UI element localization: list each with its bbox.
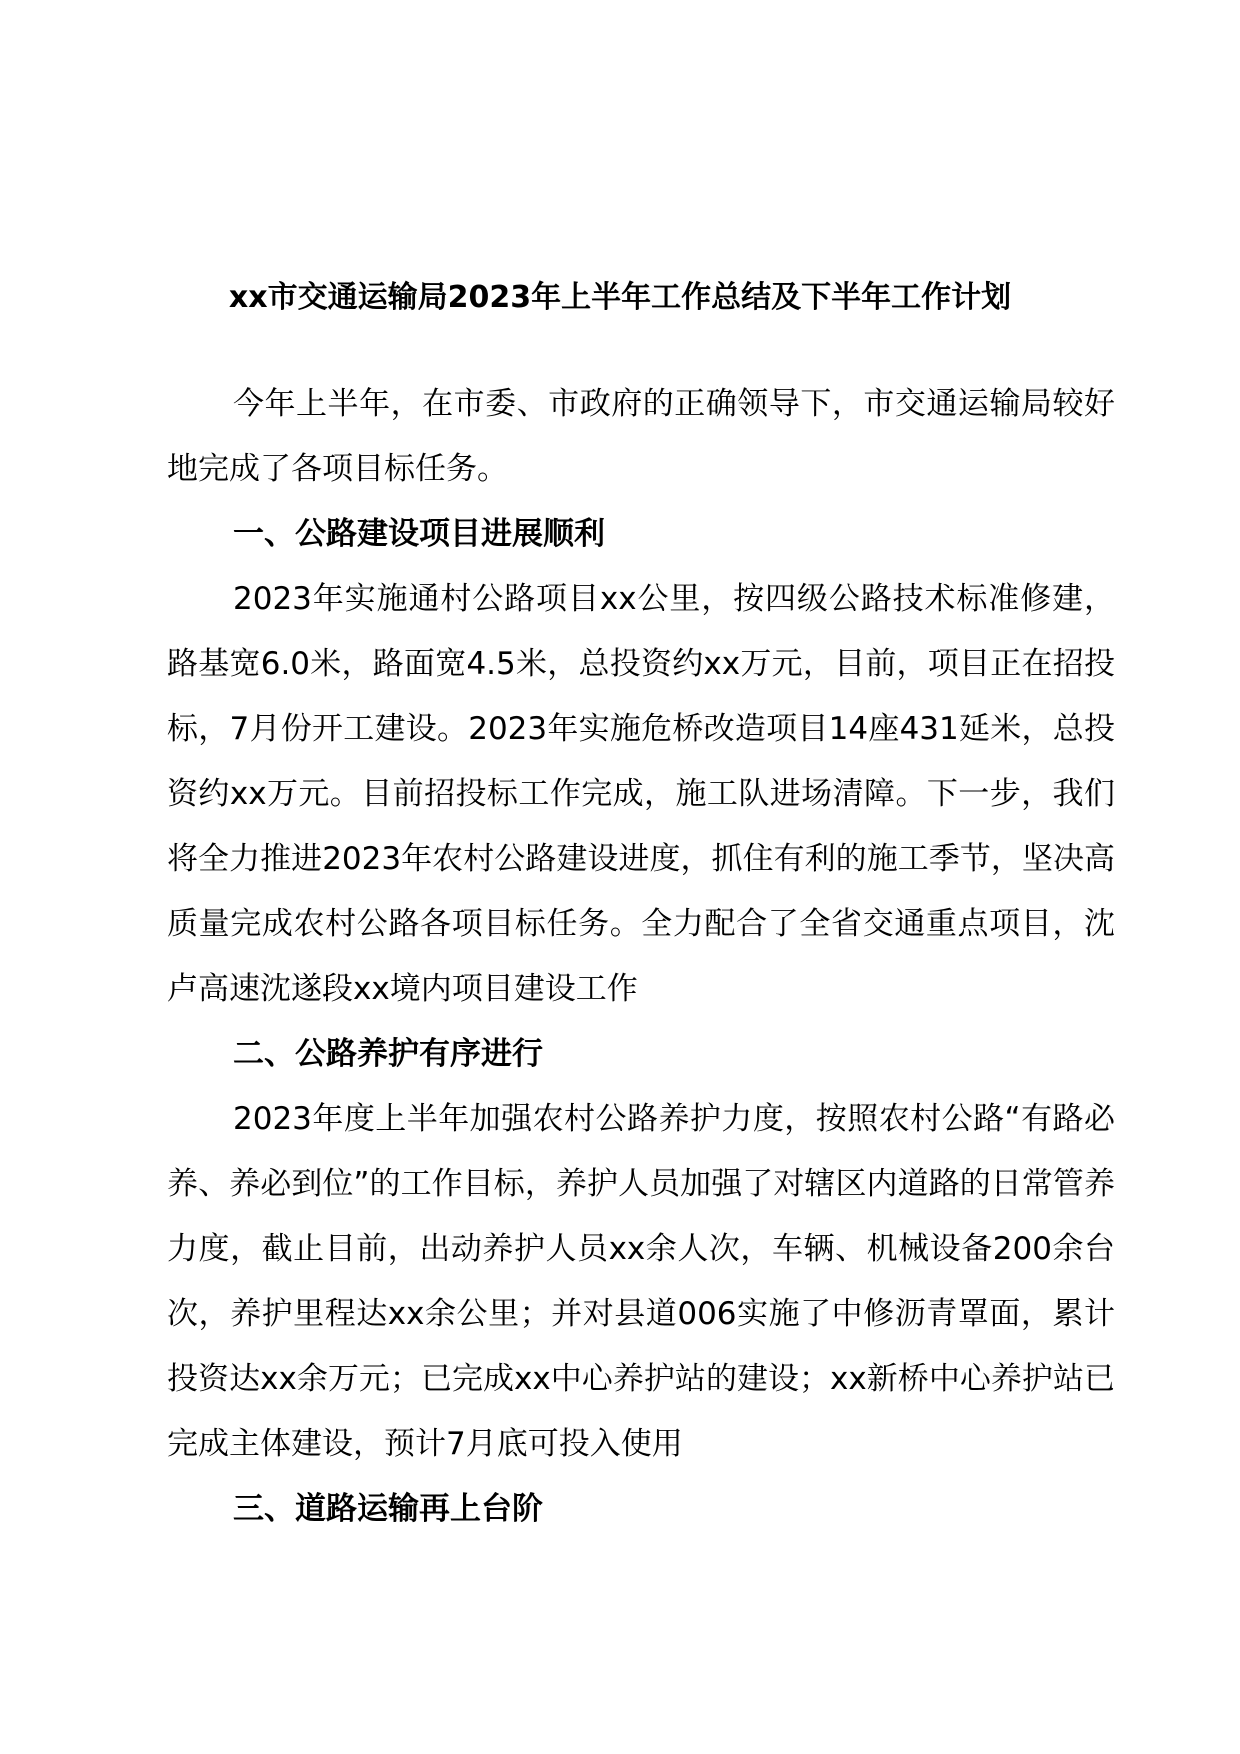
section-2-paragraph: 2023年度上半年加强农村公路养护力度，按照农村公路“有路必养、养必到位”的工作目标，养护人员加强了对辖区内道路的日常管养力度，截止目前，出动养护人员xx余人次，车辆、机械设备200余台次，养护里程达xx余公里；并对县道006实施了中修沥青罩面，累计投资达xx余万元；已完成xx中心养护站的建设；xx新桥中心养护站已完成主体建设，预计7月底可投入使用 — [167, 1101, 1115, 1462]
section-2-heading: 二、公路养护有序进行 — [233, 1036, 543, 1072]
section-1-heading: 一、公路建设项目进展顺利 — [233, 516, 605, 552]
section-1-paragraph: 2023年实施通村公路项目xx公里，按四级公路技术标准修建，路基宽6.0米，路面宽4.5米，总投资约xx万元，目前，项目正在招投标，7月份开工建设。2023年实施危桥改造项目14座431延米，总投资约xx万元。目前招投标工作完成，施工队进场清障。下一步，我们将全力推进2023年农村公路建设进度，抓住有利的施工季节，坚决高质量完成农村公路各项目标任务。全力配合了全省交通重点项目，沈卢高速沈遂段xx境内项目建设工作 — [167, 581, 1115, 1007]
section-3-heading: 三、道路运输再上台阶 — [233, 1491, 543, 1527]
intro-paragraph: 今年上半年，在市委、市政府的正确领导下，市交通运输局较好地完成了各项目标任务。 — [167, 386, 1115, 487]
document-title: xx市交通运输局2023年上半年工作总结及下半年工作计划 — [228, 280, 1012, 315]
document-body — [167, 372, 1115, 1542]
